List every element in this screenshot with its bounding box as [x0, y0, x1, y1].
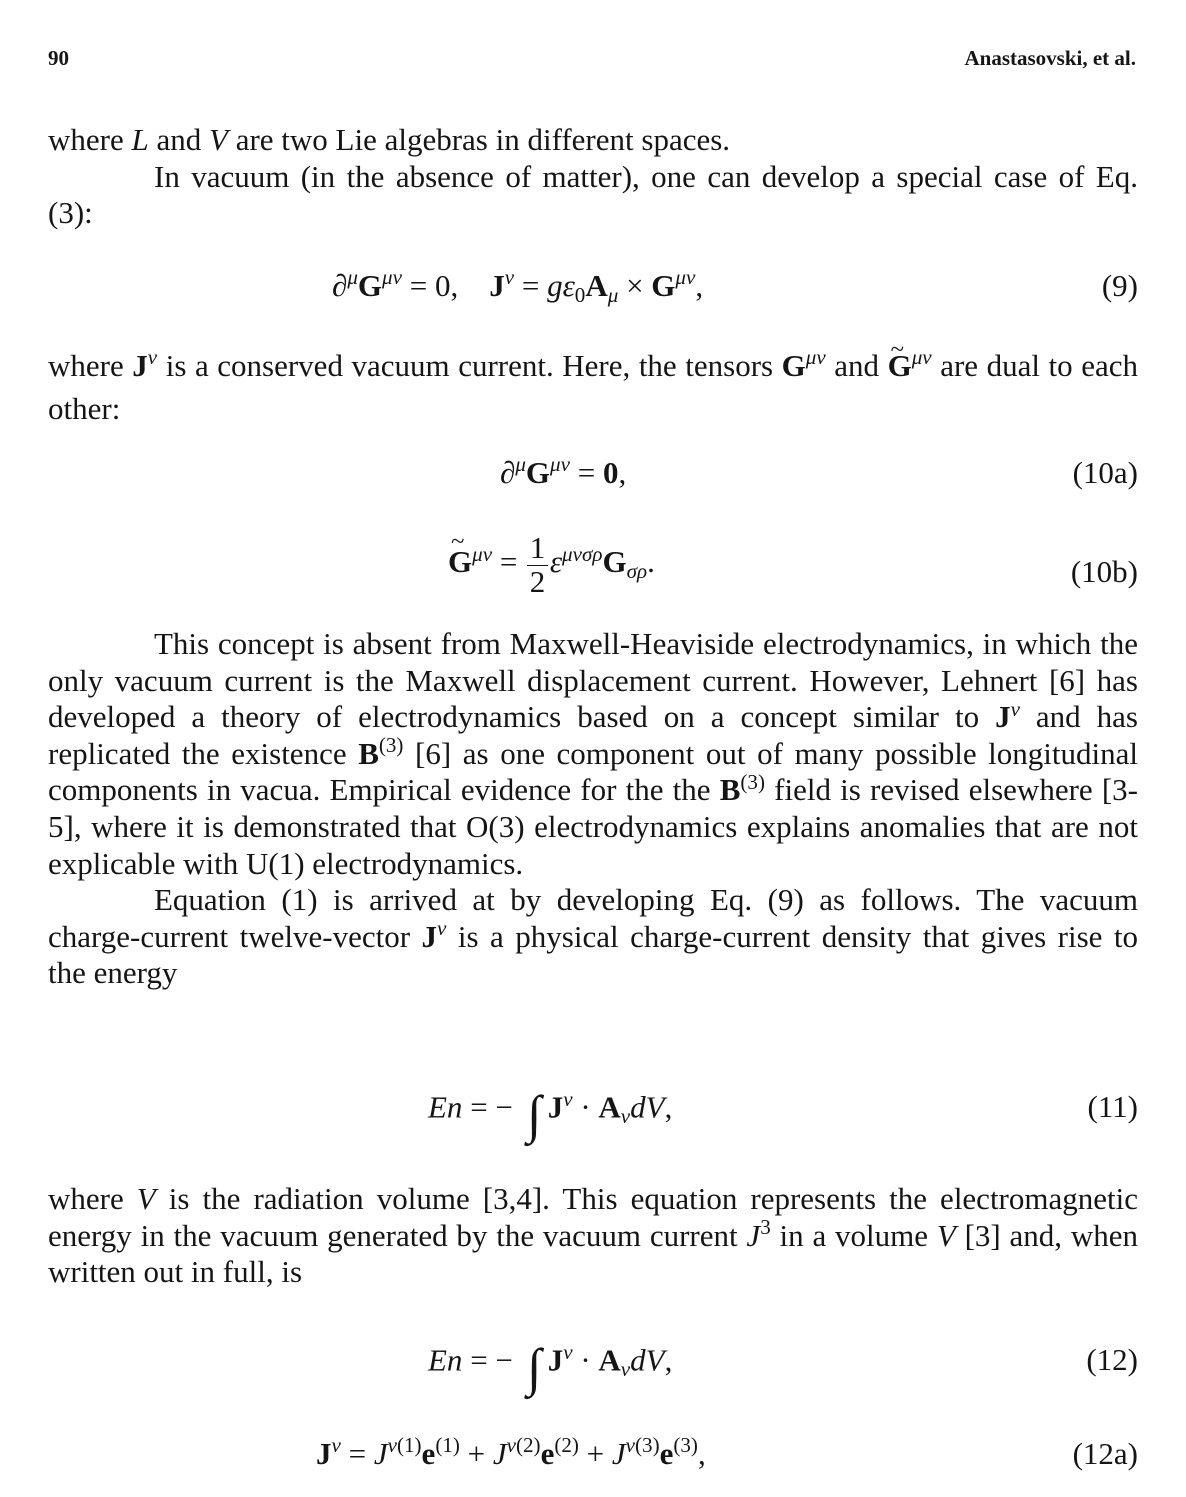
equation-number-12: (12) [1086, 1342, 1138, 1377]
paragraph-block-3 [48, 626, 1138, 992]
equation-9-body: $\partial^\mu G^{\mu\nu} = 0$, $J^\nu = g\varepsilon_0A_\mu \times G^{\mu\nu}$, [332, 265, 704, 307]
paragraph-vacuum-intro: In vacuum (in the absence of matter), one can develop a special case of Eq. (3): [48, 158, 1138, 231]
equation-12-body: En = − ∫ $J^\nu \cdot A_\nu dV$, [428, 1339, 673, 1397]
equation-number-10b: (10b) [1070, 554, 1138, 589]
equation-number-10a: (10a) [1072, 455, 1138, 490]
equation-10a-body: $\partial^\mu G^{\mu\nu} = 0$, [500, 452, 627, 490]
paragraph-conserved-current: where $J^\nu$ is a conserved vacuum current. Here, the tensors $G^{\mu\nu}$ and ~ $G^{\mu\nu}$ are dual to each other: [48, 344, 1138, 430]
equation-10b [48, 532, 1138, 612]
paragraph-maxwell-heaviside: This concept is absent from Maxwell-Heaviside electrodynamics, in which the only vacuum current is the Maxwell displacement current. However, Lehnert [6] has developed a theory of electrodynamics based on a concept similar to $J^\nu$ and has replicated the existence $B^{(3)}$ [6] as one component out of many possible longitudinal components in vacua. Empirical evidence for the the $B^{(3)}$ field is revised elsewhere [3-5], where it is demonstrated that O(3) electrodynamics explains anomalies that are not explicable with U(1) electrodynamics. [48, 626, 1139, 881]
equation-number-11: (11) [1087, 1089, 1138, 1124]
equation-10b-body: ~ $G^{\mu\nu}$ = $\frac{1}{2}$ $\varepsilon^{\mu\nu\sigma\rho}G_{\sigma\rho}$. [448, 532, 655, 598]
running-head: Anastasovski, et al. [964, 46, 1136, 70]
integral-sign: ∫ [526, 1339, 542, 1397]
page-number: 90 [48, 46, 69, 70]
paragraph-radiation-volume: where V is the radiation volume [3,4]. This equation represents the electromagnetic energy in the vacuum generated by the vacuum current $J^3$ in a volume V [3] and, when written out in full, is [48, 1181, 1138, 1290]
equation-12a-body: $J^\nu = J^{\nu(1)}e^{(1)} + J^{\nu(2)}e^{(2)} + J^{\nu(3)}e^{(3)}$, [316, 1433, 706, 1471]
fraction-one-half: $\frac{1}{2}$ [527, 532, 549, 598]
paragraph-block-2 [48, 344, 1138, 430]
equation-number-12a: (12a) [1072, 1436, 1138, 1471]
equation-number-9: (9) [1101, 268, 1138, 303]
paragraph-equation-1: Equation (1) is arrived at by developing Eq. (9) as follows. The vacuum charge-current twelve-vector $J^\nu$ is a physical charge-current density that gives rise to the energy [48, 882, 1138, 991]
equation-11-body: En = − ∫ $J^\nu \cdot A_\nu dV$, [428, 1086, 673, 1144]
paragraph-block-1 [48, 122, 1138, 232]
paragraph-lie-algebras: where L and V are two Lie algebras in different spaces. [48, 122, 731, 157]
integral-sign: ∫ [526, 1086, 542, 1144]
paragraph-block-4 [48, 1181, 1138, 1291]
